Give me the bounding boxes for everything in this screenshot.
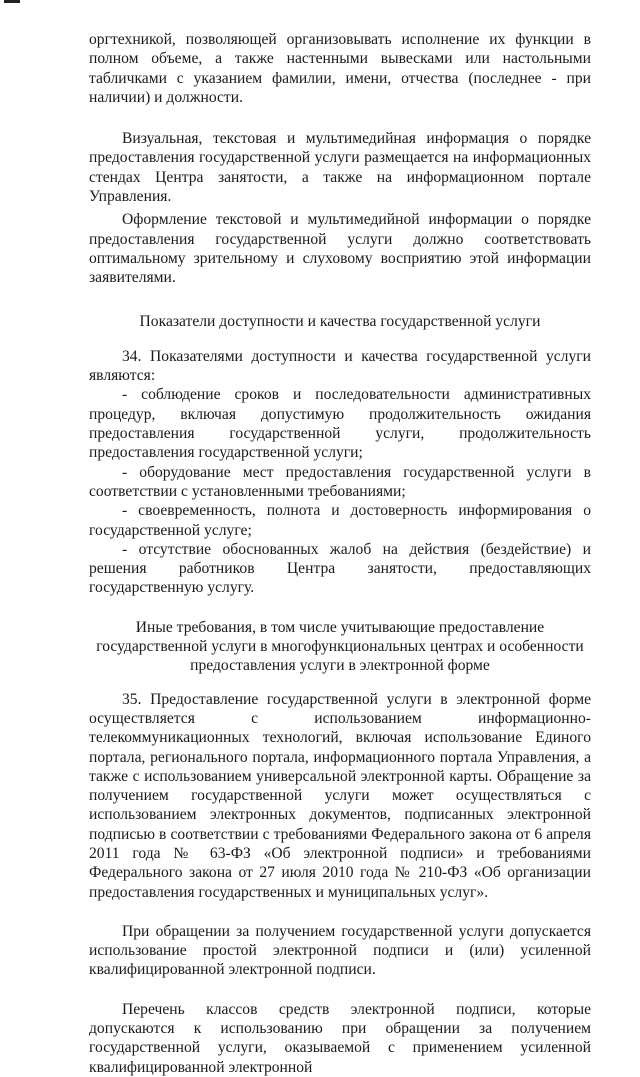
paragraph-item-35: 35. Предоставление государственной услуги в электронной форме осуществляется с использованием информационно-телекоммуникационных технологий, включая использование Единого портала, регионального портала, информационного портала Управления, а также с использованием универсальной электронной карты. Обращение за получением государственной услуги может осуществляться с использованием электронных документов, подписанных электронной подписью в соответствии с требованиями Федерального закона от 6 апреля 2011 года № 63-ФЗ «Об электронной подписи» и требованиями Федерального закона от 27 июля 2010 года № 210-ФЗ «Об организации предоставления государственных и муниципальных услуг». [89, 690, 591, 901]
scan-edge-mark [4, 0, 20, 3]
paragraph-signature-classes: Перечень классов средств электронной подписи, которые допускаются к использованию при обращении за получением государственной услуги, оказываемой с применением усиленной квалифицированной электронной [89, 1000, 591, 1076]
paragraph-item-34: 34. Показателями доступности и качества государственной услуги являются: [89, 347, 591, 385]
list-item: - своевременность, полнота и достоверность информирования о государственной услуге; [89, 502, 591, 539]
heading-line: предоставления услуги в электронной форме [190, 657, 490, 675]
list-item: - соблюдение сроков и последовательности административных процедур, включая допустимую продолжительность ожидания предоставления государственной услуги, продолжительность предоставления государственной услуги; [89, 386, 591, 462]
paragraph-equipment: оргтехникой, позволяющей организовывать исполнение их функции в полном объеме, а также настенными вывесками или настольными табличками с указанием фамилии, имени, отчества (последнее - при наличии) и должности. [89, 31, 591, 106]
section-heading-other-requirements [89, 618, 591, 676]
list-item: - отсутствие обоснованных жалоб на действия (бездействие) и решения работников Центра занятости, предоставляющих государственную услугу. [89, 540, 591, 597]
list-item: - оборудование мест предоставления государственной услуги в соответствии с установленными требованиями; [89, 463, 591, 500]
heading-line: Иные требования, в том числе учитывающие предоставление [135, 618, 545, 636]
paragraph-simple-signature: При обращении за получением государственной услуги допускается использование простой электронной подписи и (или) усиленной квалифицированной электронной подписи. [89, 922, 591, 979]
paragraph-visual-info: Визуальная, текстовая и мультимедийная информация о порядке предоставления государственной услуги размещается на информационных стендах Центра занятости, а также на информационном портале Управления. [89, 130, 591, 206]
document-page [89, 30, 591, 1077]
paragraph-info-format: Оформление текстовой и мультимедийной информации о порядке предоставления государственной услуги должно соответствовать оптимальному зрительному и слуховому восприятию этой информации заявителями. [89, 211, 591, 287]
heading-line: государственной услуги в многофункциональных центрах и особенности [96, 638, 584, 656]
section-heading-accessibility: Показатели доступности и качества государственной услуги [139, 312, 541, 330]
